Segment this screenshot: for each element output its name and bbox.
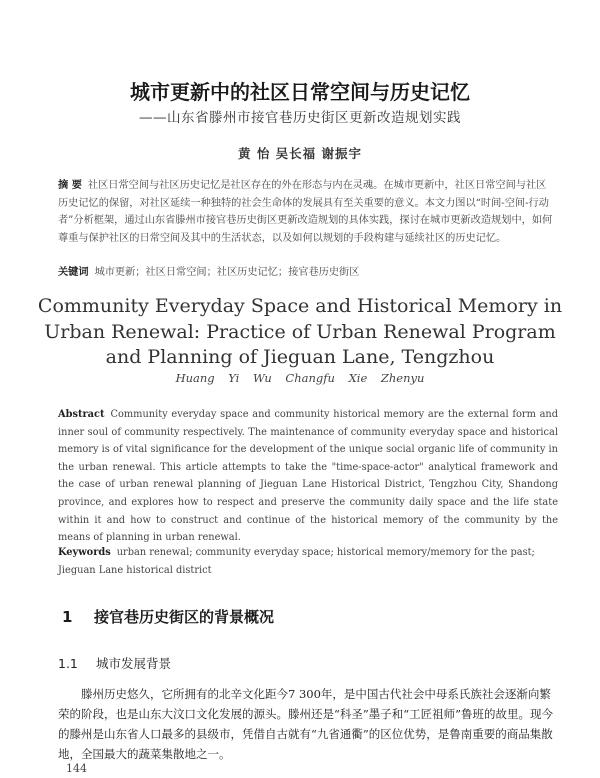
- chinese-authors: 黄 怡 吴长福 谢振宇: [237, 146, 363, 161]
- english-keywords-text: urban renewal; community everyday space; historical memory/memory for the past; Jieguan Lane historical district: [58, 547, 535, 576]
- subsection-heading-1-1: [58, 654, 171, 672]
- chinese-abstract-label: 摘 要: [58, 179, 82, 191]
- chinese-subtitle: ——山东省滕州市接官巷历史街区更新改造规划实践: [139, 110, 461, 126]
- chinese-keywords: [58, 264, 554, 282]
- chinese-abstract: [58, 177, 554, 247]
- subsection-number: 1.1: [58, 656, 78, 671]
- chinese-keywords-label: 关键词: [58, 266, 89, 278]
- english-abstract-label: Abstract: [58, 409, 105, 420]
- english-authors: Huang Yi Wu Changfu Xie Zhenyu: [175, 371, 425, 385]
- subsection-title: 城市发展背景: [96, 656, 172, 671]
- english-abstract-text: Community everyday space and community historical memory are the external form and inner soul of community respectively. The maintenance of community everyday space and historical memory is of vital significance for the development of the unique social organic life of community in the urban renewal. This article attempts to take the "time-space-actor" analytical framework and the case of urban renewal planning of Jieguan Lane Historical District, Tengzhou City, Shandong province, and explores how to respect and preserve the community daily space and the life state within it and how to construct and continue of the historical memory of the community by the means of planning in urban renewal.: [58, 409, 558, 544]
- section-heading-1: [62, 606, 274, 627]
- chinese-title: 城市更新中的社区日常空间与历史记忆: [130, 80, 470, 104]
- page-number: 144: [66, 762, 87, 775]
- english-keywords: [58, 544, 558, 579]
- chinese-keywords-text: 城市更新；社区日常空间；社区历史记忆；接官巷历史街区: [94, 267, 360, 278]
- section-title: 接官巷历史街区的背景概况: [94, 608, 275, 626]
- body-paragraph: 滕州历史悠久，它所拥有的北辛文化距今7 300年，是中国古代社会中母系氏族社会逐渐向繁荣的阶段，也是山东大汶口文化发展的源头。滕州还是“科圣”墨子和“工匠祖师”鲁班的故里。现今的滕州是山东省人口最多的县级市，凭借自古就有“九省通衢”的区位优势，是鲁南重要的商品集散地，全国最大的蔬菜集散地之一。: [58, 687, 554, 761]
- english-abstract: [58, 406, 558, 547]
- section-number: 1: [62, 608, 73, 626]
- english-title: Community Everyday Space and Historical Memory in Urban Renewal: Practice of Urban Renewal Program and Planning of Jieguan Lane, Tengzhou: [37, 295, 563, 368]
- chinese-abstract-text: 社区日常空间与社区历史记忆是社区存在的外在形态与内在灵魂。在城市更新中，社区日常空间与社区历史记忆的保留，对社区延续一种独特的社会生命体的发展具有至关重要的意义。本文力图以“时间-空间-行动者”分析框架，通过山东省滕州市接官巷历史街区更新改造规划的具体实践，探讨在城市更新改造规划中，如何尊重与保护社区的日常空间及其中的生活状态，以及如何以规划的手段构建与延续社区的历史记忆。: [58, 180, 553, 244]
- english-keywords-label: Keywords: [58, 547, 111, 558]
